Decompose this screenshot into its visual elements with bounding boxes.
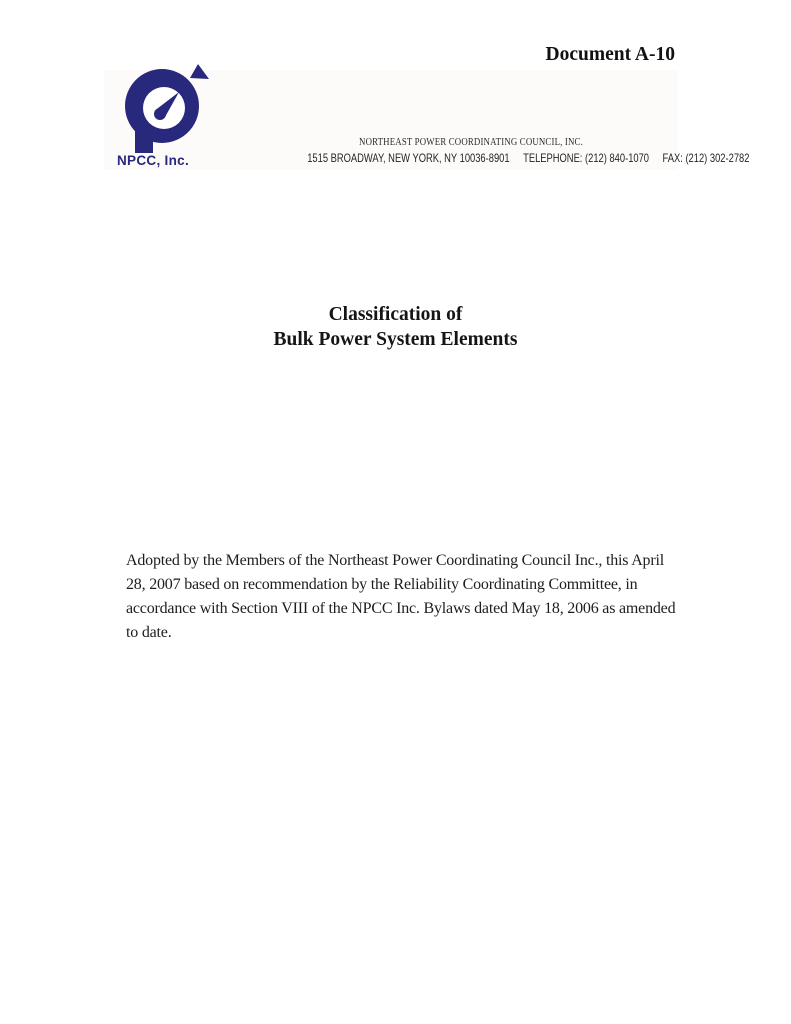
organization-name: NORTHEAST POWER COORDINATING COUNCIL, INC. xyxy=(359,137,583,148)
adoption-paragraph: Adopted by the Members of the Northeast Power Coordinating Council Inc., this April 28, 2007 based on recommendation by the Reliability Coordinating Committee, in accordance with Section VIII of the NPCC Inc. Bylaws dated May 18, 2006 as amended to date. xyxy=(126,552,676,641)
document-title: Classification of Bulk Power System Elements xyxy=(273,304,518,350)
document-number: Document A-10 xyxy=(545,44,675,65)
npcc-logo-icon xyxy=(116,64,210,158)
npcc-logo-label: NPCC, Inc. xyxy=(117,153,190,168)
telephone-number: TELEPHONE: (212) 840-1070 xyxy=(523,151,650,165)
logo-arrowhead-icon xyxy=(190,64,209,79)
fax-number: FAX: (212) 302-2782 xyxy=(662,151,750,165)
street-address: 1515 BROADWAY, NEW YORK, NY 10036-8901 xyxy=(307,151,510,165)
address-line xyxy=(307,151,750,165)
letterhead-address-block xyxy=(261,137,750,165)
